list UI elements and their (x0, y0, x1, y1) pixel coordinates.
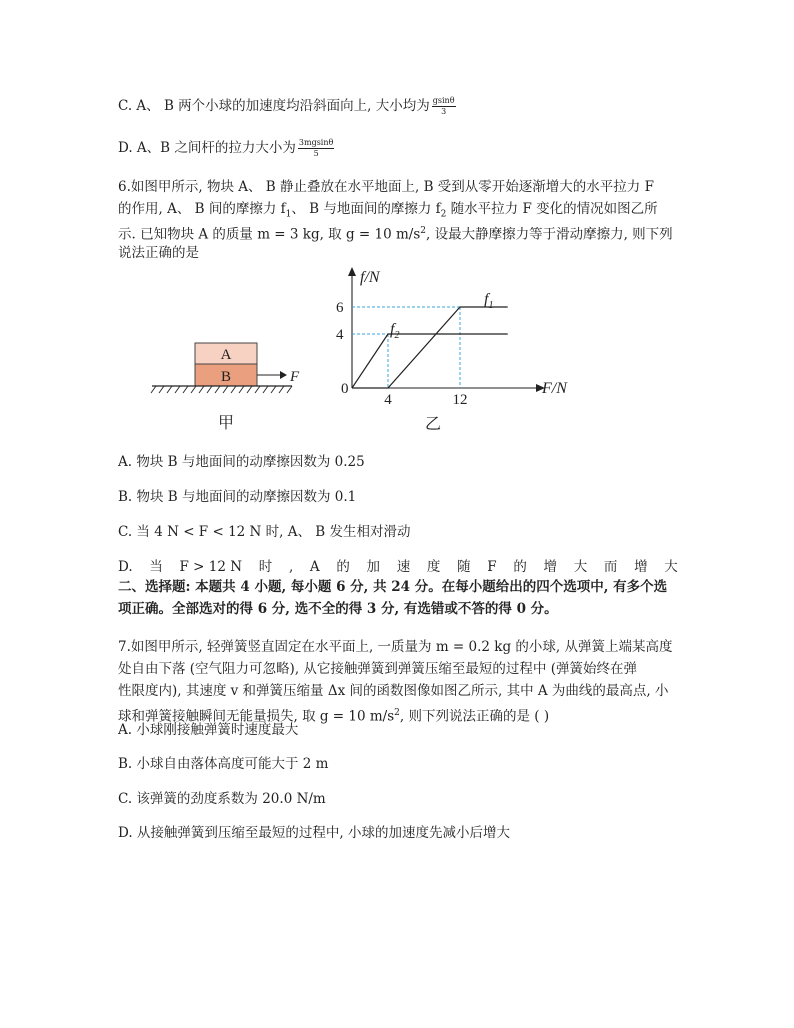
x-axis-label: F/N (542, 380, 567, 397)
q6-option-d-part: 的 (336, 559, 350, 575)
x-tick-label: 4 (384, 392, 392, 408)
series-line-f1 (352, 307, 508, 388)
figure-yi-caption: 乙 (424, 416, 442, 433)
q7-option-d: D. 从接触弹簧到压缩至最短的过程中, 小球的加速度先减小后增大 (118, 825, 511, 841)
q6-stem-line4: 说法正确的是 (118, 245, 199, 261)
q5-option-d-fraction: $\frac{3mgsin\theta}{5}$ (298, 138, 334, 158)
q7-option-b: B. 小球自由落体高度可能大于 2 m (118, 756, 329, 772)
q6-option-d-part: F > 12 N (179, 559, 243, 575)
q7-stem-line1: 7.如图甲所示, 轻弹簧竖直固定在水平面上, 一质量为 m = 0.2 kg 的小球, 从弹簧上端某高度 (118, 639, 673, 655)
q7-stem-line2: 处自由下落 (空气阻力可忽略), 从它接触弹簧到弹簧压缩至最短的过程中 (弹簧始终在弹 (118, 661, 637, 677)
q7-option-a: A. 小球刚接触弹簧时速度最大 (118, 722, 299, 738)
origin-label: 0 (341, 381, 349, 397)
q6-stem-line1: 6.如图甲所示, 物块 A、 B 静止叠放在水平地面上, B 受到从零开始逐渐增大的水平拉力 F (118, 179, 654, 195)
q6-option-d-part: 随 (457, 559, 471, 575)
y-axis-label: f/N (360, 269, 380, 286)
q6-option-d-part: F (487, 559, 497, 575)
figure-jia (150, 335, 310, 435)
q6-option-d-part: 增 (543, 559, 558, 575)
q6-option-d-part: 加 (366, 559, 381, 575)
q5-option-d: D. A、B 之间杆的拉力大小为 $\frac{3mgsin\theta}{5}$ (118, 138, 334, 158)
force-arrowhead (280, 371, 287, 379)
q6-option-d-part: 时 (258, 559, 273, 575)
f1-label: $f_1$ (484, 291, 494, 311)
chart-axes (352, 274, 538, 388)
q6-option-c: C. 当 4 N < F < 12 N 时, A、 B 发生相对滑动 (118, 524, 411, 540)
q6-option-d-part: 大 (573, 559, 588, 575)
f2-label: $f_2$ (390, 321, 400, 341)
q6-option-d-part: A (309, 559, 320, 575)
q6-option-d-part: 增 (634, 559, 648, 575)
q6-option-d-part: 度 (426, 559, 441, 575)
x-tick-label: 12 (452, 392, 468, 408)
series-line-f2 (352, 334, 508, 388)
q5-option-c-fraction: $\frac{gsin\theta}{3}$ (432, 96, 455, 116)
q6-stem-line2: 的作用, A、 B 间的摩擦力 $f_1$、 B 与地面间的摩擦力 $f_2$ 随水平拉力 F 变化的情况如图乙所 (118, 201, 658, 220)
q6-stem-line3: 示. 已知物块 A 的质量 m = 3 kg, 取 g = 10 $m/s^2$, 设最大静摩擦力等于滑动摩擦力, 则下列 (118, 226, 673, 243)
q6-option-d-part: 速 (396, 559, 411, 575)
ground-hatching (151, 386, 292, 393)
q7-stem-line4: 球和弹簧接触瞬间无能量损失, 取 g = 10 $m/s^2$, 则下列说法正确的是 ( ) (118, 708, 550, 725)
q6-option-d-part: 的 (513, 559, 527, 575)
figure-yi-chart (320, 262, 590, 437)
y-tick-label: 4 (336, 327, 344, 343)
figure-jia-caption: 甲 (217, 415, 235, 432)
q7-stem-line3: 性限度内), 其速度 v 和弹簧压缩量 Δx 间的函数图像如图乙所示, 其中 A 为曲线的最高点, 小 (118, 683, 669, 699)
q6-option-d-part: 当 (149, 559, 163, 575)
y-tick-label: 6 (336, 300, 344, 316)
q5-option-c: C. A、 B 两个小球的加速度均沿斜面向上, 大小均为 $\frac{gsin\theta}{3}$ (118, 96, 455, 116)
q7-option-c: C. 该弹簧的劲度系数为 20.0 N/m (118, 791, 326, 807)
q6-option-b: B. 物块 B 与地面间的动摩擦因数为 0.1 (118, 489, 357, 505)
q6-option-d-part: 大 (664, 559, 678, 575)
q6-option-d-part: 而 (603, 559, 618, 575)
section2-header-line2: 项正确。全部选对的得 6 分, 选不全的得 3 分, 有选错或不答的得 0 分。 (118, 601, 558, 617)
q6-option-d (118, 557, 678, 577)
q6-option-d-part: D. (118, 559, 133, 575)
block-a-label: A (220, 347, 232, 363)
force-label: F (290, 369, 300, 385)
section2-header-line1: 二、选择题: 本题共 4 小题, 每小题 6 分, 共 24 分。在每小题给出的四个选项中, 有多个选 (118, 579, 668, 595)
q6-option-a: A. 物块 B 与地面间的动摩擦因数为 0.25 (118, 454, 365, 470)
q6-option-d-part: , (288, 559, 294, 575)
y-axis-arrowhead (348, 267, 356, 276)
block-b-label: B (220, 369, 232, 385)
